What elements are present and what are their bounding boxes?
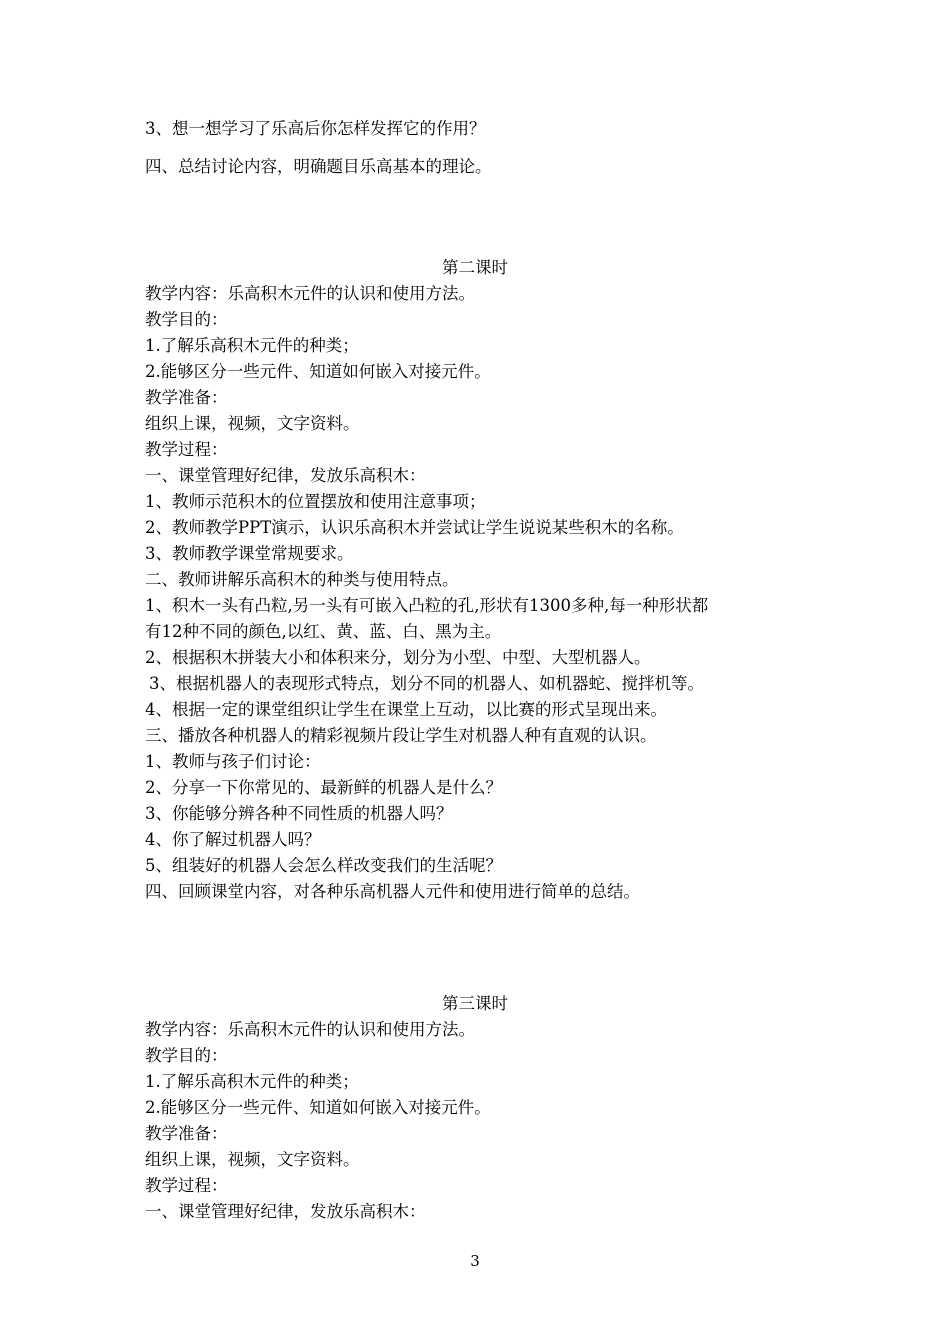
- paragraph-line: 三、播放各种机器人的精彩视频片段让学生对机器人种有直观的认识。: [145, 726, 657, 745]
- paragraph-line: 3、你能够分辨各种不同性质的机器人吗？: [145, 804, 453, 823]
- paragraph-line: 2、教师教学PPT演示，认识乐高积木并尝试让学生说说某些积木的名称。: [145, 518, 684, 537]
- paragraph-line: 一、课堂管理好纪律，发放乐高积木：: [145, 1202, 426, 1221]
- paragraph-line: 3、想一想学习了乐高后你怎样发挥它的作用？: [145, 119, 486, 138]
- paragraph-line: 教学内容：乐高积木元件的认识和使用方法。: [145, 1020, 475, 1039]
- paragraph-line: 教学内容：乐高积木元件的认识和使用方法。: [145, 284, 475, 303]
- paragraph-line: 1.了解乐高积木元件的种类；: [145, 336, 359, 355]
- paragraph-line: 1.了解乐高积木元件的种类；: [145, 1072, 359, 1091]
- paragraph-line: 3、根据机器人的表现形式特点，划分不同的机器人、如机器蛇、搅拌机等。: [149, 674, 704, 693]
- paragraph-line: 1、教师示范积木的位置摆放和使用注意事项；: [145, 492, 486, 511]
- paragraph-line: 四、总结讨论内容，明确题目乐高基本的理论。: [145, 157, 492, 176]
- paragraph-line: 2.能够区分一些元件、知道如何嵌入对接元件。: [145, 362, 491, 381]
- paragraph-line: 4、你了解过机器人吗？: [145, 830, 321, 849]
- paragraph-line: 教学目的：: [145, 1046, 228, 1065]
- paragraph-line: 教学过程：: [145, 1176, 228, 1195]
- page-number: 3: [470, 1252, 480, 1270]
- paragraph-line: 教学准备：: [145, 1124, 228, 1143]
- paragraph-line: 教学过程：: [145, 440, 228, 459]
- paragraph-line: 2.能够区分一些元件、知道如何嵌入对接元件。: [145, 1098, 491, 1117]
- paragraph-line: 4、根据一定的课堂组织让学生在课堂上互动，以比赛的形式呈现出来。: [145, 700, 667, 719]
- paragraph-line: 教学目的：: [145, 310, 228, 329]
- paragraph-line: 2、分享一下你常见的、最新鲜的机器人是什么？: [145, 778, 502, 797]
- paragraph-line: 1、积木一头有凸粒,另一头有可嵌入凸粒的孔,形状有1300多种,每一种形状都: [145, 596, 709, 615]
- paragraph-line: 3、教师教学课堂常规要求。: [145, 544, 354, 563]
- section-title-lesson-2: 第二课时: [442, 258, 508, 277]
- paragraph-line: 组织上课，视频，文字资料。: [145, 414, 360, 433]
- paragraph-line: 教学准备：: [145, 388, 228, 407]
- section-title-lesson-3: 第三课时: [442, 994, 508, 1013]
- paragraph-line: 2、根据积木拼装大小和体积来分，划分为小型、中型、大型机器人。: [145, 648, 651, 667]
- paragraph-line: 一、课堂管理好纪律，发放乐高积木：: [145, 466, 426, 485]
- paragraph-line: 四、回顾课堂内容，对各种乐高机器人元件和使用进行简单的总结。: [145, 882, 640, 901]
- paragraph-line: 有12种不同的颜色,以红、黄、蓝、白、黑为主。: [145, 622, 502, 641]
- paragraph-line: 组织上课，视频，文字资料。: [145, 1150, 360, 1169]
- paragraph-line: 1、教师与孩子们讨论：: [145, 752, 321, 771]
- paragraph-line: 5、组装好的机器人会怎么样改变我们的生活呢？: [145, 856, 502, 875]
- paragraph-line: 二、教师讲解乐高积木的种类与使用特点。: [145, 570, 459, 589]
